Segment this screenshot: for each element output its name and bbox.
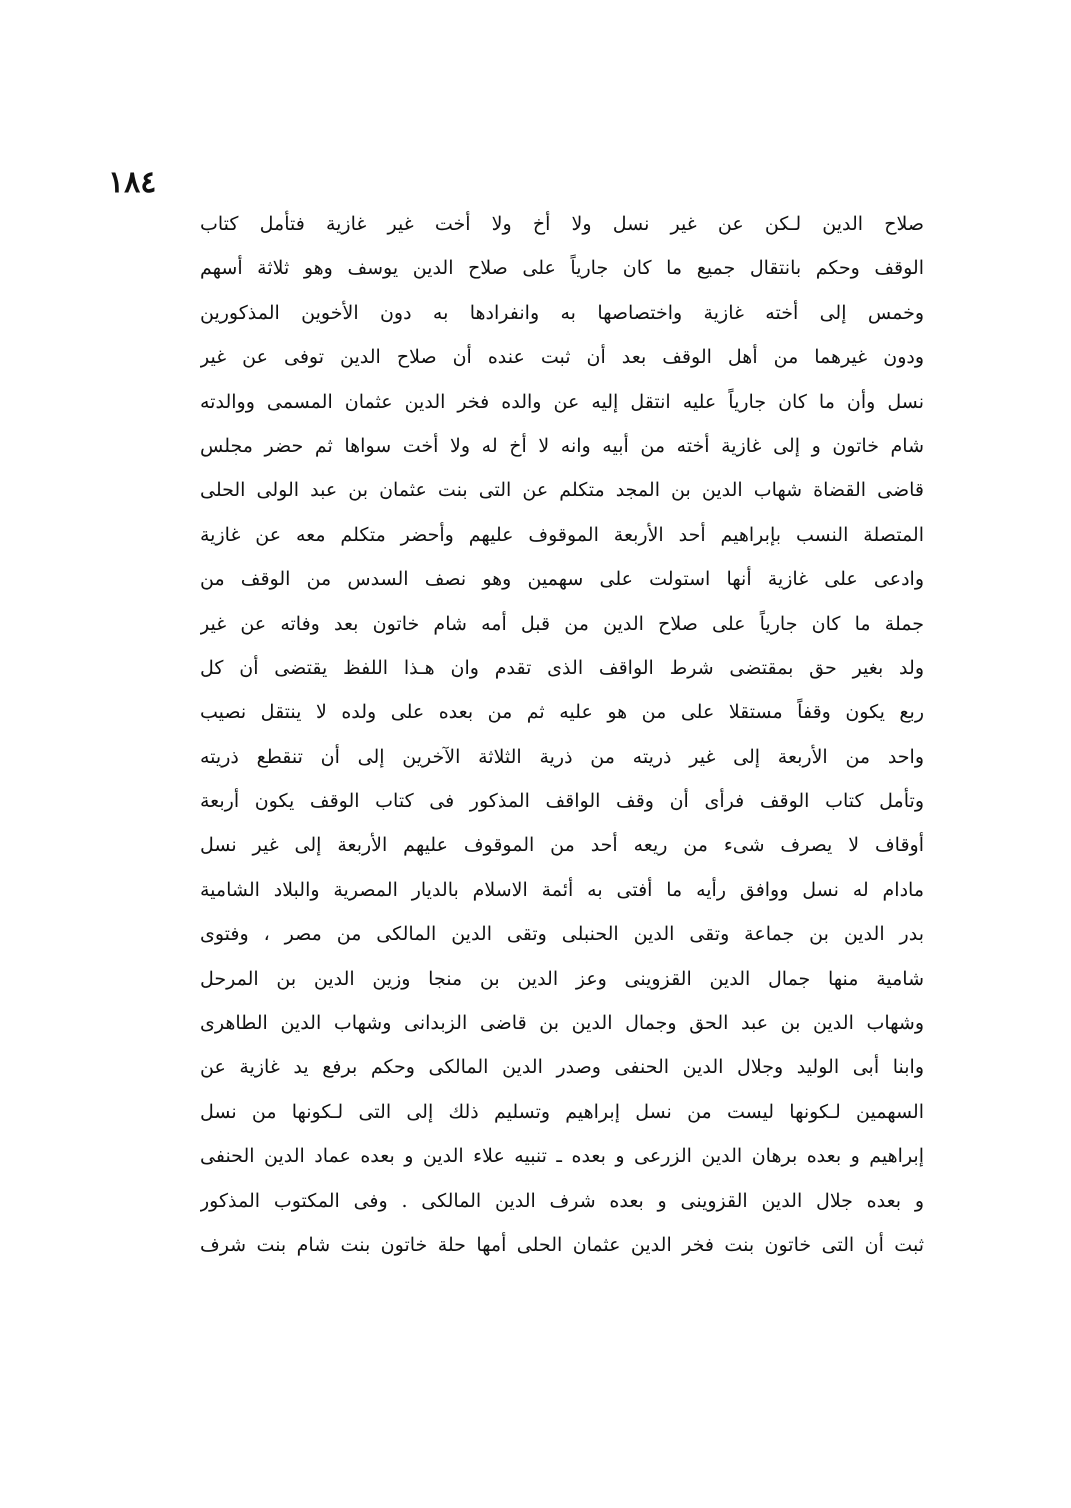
text-line: نسل وأن ما كان جارياً عليه انتقل إليه عن والده فخر الدين عثمان المسمى ووالدته xyxy=(200,390,924,413)
text-line: ولد بغير حق بمقتضى شرط الواقف الذى تقدم وان هـذا اللفظ يقتضى أن كل xyxy=(200,656,924,679)
text-line: جملة ما كان جارياً على صلاح الدين من قبل أمه شام خاتون بعد وفاته عن غير xyxy=(200,612,924,635)
text-line: وخمس إلى أخته غازية واختصاصها به وانفرادها به دون الأخوين المذكورين xyxy=(200,301,924,324)
text-line: وتأمل كتاب الوقف فرأى أن وقف الواقف المذكور فى كتاب الوقف يكون أربعة xyxy=(200,790,924,813)
text-line: شام خاتون و إلى غازية أخته من أبيه وانه لا أخ له ولا أخت سواها ثم حضر مجلس xyxy=(200,434,924,457)
text-line: ثبت أن التى خاتون بنت فخر الدين عثمان الحلى أمها حلة خاتون بنت شام بنت شرف xyxy=(200,1233,924,1256)
text-line: إبراهيم و بعده برهان الدين الزرعى و بعده ـ تنبيه علاء الدين و بعده عماد الدين الحنفى xyxy=(200,1145,924,1168)
text-line: ربع يكون وقفاً مستقلا على من هو عليه ثم من بعده على ولده لا ينتقل نصيب xyxy=(200,701,924,724)
text-line: ودون غيرهما من أهل الوقف بعد أن ثبت عنده أن صلاح الدين توفى عن غير xyxy=(200,346,924,369)
text-line: وادعى على غازية أنها استولت على سهمين وهو نصف السدس من الوقف من xyxy=(200,568,924,591)
text-line: مادام له نسل ووافق رأيه ما أفتى به أئمة الاسلام بالديار المصرية والبلاد الشامية xyxy=(200,878,924,901)
body-text xyxy=(200,202,924,1267)
text-line: السهمين لـكونها ليست من نسل إبراهيم وتسليم ذلك إلى التى لـكونها من نسل xyxy=(200,1100,924,1123)
text-line: شامية منها جمال الدين القزوينى وعز الدين بن منجا وزين الدين بن المرحل xyxy=(200,967,924,990)
text-line: وشهاب الدين بن عبد الحق وجمال الدين بن قاضى الزبدانى وشهاب الدين الطاهرى xyxy=(200,1012,924,1035)
text-line: وابنا أبى الوليد وجلال الدين الحنفى وصدر الدين المالكى وحكم برفع يد غازية عن xyxy=(200,1056,924,1079)
text-line: الوقف وحكم بانتقال جميع ما كان جارياً على صلاح الدين يوسف وهو ثلاثة أسهم xyxy=(200,257,924,280)
text-line: بدر الدين بن جماعة وتقى الدين الحنبلى وتقى الدين المالكى من مصر ، وفتوى xyxy=(200,923,924,946)
text-line: و بعده جلال الدين القزوينى و بعده شرف الدين المالكى . وفى المكتوب المذكور xyxy=(200,1189,924,1212)
text-line: صلاح الدين لـكن عن غير نسل ولا أخ ولا أخت غير غازية فتأمل كتاب xyxy=(200,213,924,235)
text-line: واحد من الأربعة إلى غير ذريته من ذرية الثلاثة الآخرين إلى أن تنقطع ذريته xyxy=(200,745,924,768)
page-number: ١٨٤ xyxy=(108,165,157,200)
text-line: المتصلة النسب بإبراهيم أحد الأربعة الموقوف عليهم وأحضر متكلم معه عن غازية xyxy=(200,523,924,546)
text-line: قاضى القضاة شهاب الدين بن المجد متكلم عن التى بنت عثمان بن عبد الولى الحلى xyxy=(200,479,924,502)
text-line: أوقاف لا يصرف شىء من ريعه أحد من الموقوف عليهم الأربعة إلى غير نسل xyxy=(200,834,924,857)
